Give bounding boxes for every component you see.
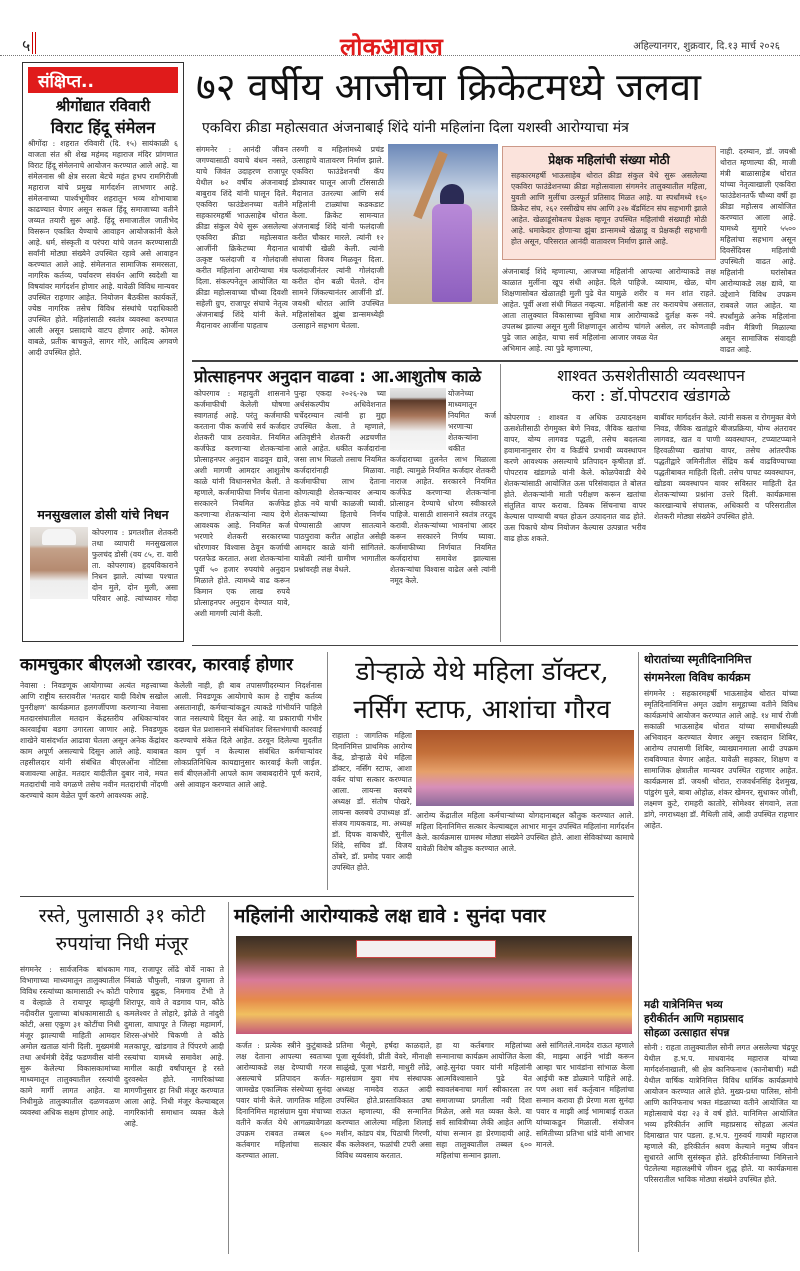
story2-body: कोपरगाव : प्रगतशील शेतकरी तथा व्यापारी मनसुखलाल फुलचंद डोसी (वय ८५, रा. वारी ता. कोपरगाव) हृदयविकाराने निधन झाले. त्यांच्या पश्चात दोन मुले, दोन मुली, असा परिवार आहे. त्यांच्यावर गोदा <box>92 528 178 603</box>
pawar-col1: कर्जत : प्रत्येक स्त्रीने कुटुंबाकडे लक्ष देताना आपल्या स्वतःच्या आरोग्याकडे लक्ष देण्याची गरज असल्याचे प्रतिपादन कर्जत-जामखेड एकात्मिक संस्थेच्या सुनंदा पवार यांनी केले. जागतिक महिला दिनानिमित्त महासंग्राम युवा मंचाच्या वतीने कर्जत येथे आगळ्यावेगळा उपक्रम राबवत तब्बल ६०० कर्तबगार महिलांचा सत्कार करण्यात आला. <box>236 1041 332 1160</box>
madhi-headline-line1: मढी यात्रेनिमित्त भव्य <box>644 999 723 1011</box>
donhale-headline-line2: नर्सिंग स्टाफ, आशांचा गौरव <box>353 695 611 725</box>
donhale-group-photo <box>416 730 634 806</box>
lead-subheadline: एकविरा क्रीडा महोत्सवात अंजनाबाई शिंदे यांनी महिलांना दिला यशस्वी आरोग्याचा मंत्र <box>202 120 629 136</box>
pawar-col2: प्रतिमा भैलूमे, हर्षदा काळदाते, पूजा सूर्यवंशी, प्रीती वेवरे, मीनाक्षी साळुंखे, पूजा भंडारी, माधुरी लोंढे, महासंग्राम युवा मंच संस्थापक अध्यक्ष नामदेव राऊत आदी उपस्थित होते.प्रास्ताविकात उषा राऊत म्हणाल्या, की सन्मानित करण्यात आलेल्या महिला शिलाई मशीन, कांडप यंत्र, पिठाची गिरणी, बँक कलेक्शन, फळांची टपरी असा विविध व्यवसाय करतात. <box>336 1041 432 1160</box>
donhale-headline-line1: डोऱ्हाळे येथे महिला डॉक्टर, <box>355 657 609 687</box>
infobox-title: प्रेक्षक महिलांची संख्या मोठी <box>548 153 670 167</box>
photo-float-spacer <box>390 388 448 452</box>
blo-col2: केलेली नाही, ही बाब तपासणीदरम्यान निदर्शनास आली. निवडणूक आयोगाचे काम हे राष्ट्रीय कर्तव्य असतानाही, कर्मचाऱ्यांकडून त्याकडे गांभीर्याने पाहिले जात नसल्याचे दिसून येत आहे. या प्रकाराची गंभीर दखल घेत प्रशासनाने संबंधितांवर शिस्तभंगाची कारवाई करण्याचे संकेत दिले आहेत. ठरवून दिलेल्या मुदतीत काम पूर्ण न केल्यास संबंधित कर्मचाऱ्यांवर लोकप्रतिनिधित्व कायद्यानुसार कारवाई केली जाईल. सर्व बीएलओंनी आपले काम जबाबदारीने पूर्ण करावे, असे आवाहन करण्यात आले आहे. <box>174 681 322 789</box>
madhi-headline-line3: सोहळा उत्साहात संपन्न <box>644 1027 730 1039</box>
obituary-photo <box>30 527 88 599</box>
blo-col1: नेवासा : निवडणूक आयोगाच्या अत्यंत महत्त्वाच्या आणि राष्ट्रीय स्तरावरील 'मतदार यादी विशेष सखोल पुनरीक्षण' कार्यक्रमात हलगर्जीपणा करणाऱ्या नेवासा मतदारसंघातील मतदान केंद्रस्तरीय अधिकाऱ्यांवर कारवाईचा बडगा उगारला जाणार आहे. निवडणूक शाखेने यासंदर्भात आढावा घेतला असून अनेक केंद्रांवर काम अपूर्ण असल्याचे दिसून आले आहे. याबाबत तहसीलदार यांनी संबंधित बीएलओंना नोटिसा बजावल्या आहेत. मतदार यादीतील दुबार नावे, मयत मतदारांची नावे वगळणे तसेच नवीन मतदारांची नोंदणी करण्याचे काम वेळेत पूर्ण करणे आवश्यक आहे. <box>20 681 168 800</box>
section-rule <box>20 896 634 897</box>
lead-headline: ७२ वर्षीय आजीचा क्रिकेटमध्ये जलवा <box>196 65 702 109</box>
lead-photo-cricket-grandmother <box>388 144 498 304</box>
story2-headline: मनसुखलाल डोसी यांचे निधन <box>37 507 169 522</box>
newspaper-logo: लोकआवाज <box>340 32 443 61</box>
thorat-headline-line2: संगमनेरला विविध कार्यक्रम <box>644 671 751 684</box>
cap-shape <box>42 529 76 545</box>
kale-col1: कोपरगाव : महायुती शासनाने कर्जमाफीची केलेली घोषणा स्वागतार्ह आहे. परंतु कर्जमाफी करताना पीक कर्जाचे सर्व कर्जदार शेतकरी पात्र ठरवावेत. नियमित कर्जफेड करणाऱ्या शेतकऱ्यांना प्रोत्साहनपर अनुदान वाढवून द्यावे, अशी मागणी आमदार आशुतोष काळे यांनी विधानसभेत केली. ते म्हणाले, कर्जमाफीचा निर्णय घेताना सरकारने नियमित कर्जफेड करणाऱ्या शेतकऱ्यांना न्याय देणे आवश्यक आहे. नियमित कर्ज भरणारे शेतकरी सरकारच्या धोरणावर विश्वास ठेवून कर्जाची परतफेड करतात. अशा शेतकऱ्यांना पूर्वी ५० हजार रुपयांचे अनुदान मिळाले होते. त्यामध्ये वाढ करून किमान एक लाख रुपये प्रोत्साहनपर अनुदान देण्यात यावे, अशी मागणी त्यांनी केली. <box>194 389 290 618</box>
lead-col2: तरुणी व महिलांमध्ये प्रचंड उत्साहाचे वातावरण निर्माण झाले. एकविरा फाउंडेशनची कॅप डोक्यावर घालून आजी टॉससाठी मैदानात उतरल्या आणि सर्व महिलांनी टाळ्यांचा कडकडाट केला. क्रिकेट सामन्यात अंजनाबाई शिंदे यांनी फलंदाजी करीत चौकार मारले. त्यांनी १२ धावांची खेळी केली. त्यांनी संघाला विजय मिळवून दिला. फलंदाजीनंतर त्यांनी गोलंदाजी करीत दोन बळी घेतले. दोन सामने जिंकल्यानंतर आजींनी डॉ. जयश्री थोरात आणि उपस्थित महिलांसोबत झुंबा डान्समध्येही उत्साहाने सहभाग घेतला. <box>292 145 384 330</box>
blo-headline: कामचुकार बीएलओ रडारवर, कारवाई होणार <box>20 655 293 675</box>
pawar-col3: हा या कर्तबगार महिलांच्या सन्मानाचा कार्यक्रम आयोजित केला आहे.सुनंदा पवार यांनी महिलांनी आत्मविश्वासाने पुढे येत स्वावलंबनाचा मार्ग स्वीकारला तर समाजाच्या प्रगतीला नवी दिशा मिळेल, असे मत व्यक्त केले. या सर्व सावित्रीच्या लेकी आहेत आणि यांचा सन्मान हा प्रेरणादायी आहे. सहा तालुक्यातील तब्बल ६०० महिलांचा सन्मान झाला. <box>436 1041 532 1160</box>
pawar-group-photo <box>236 936 632 1034</box>
masthead <box>0 30 800 61</box>
column-divider <box>638 652 639 1252</box>
roads-headline-line1: रस्ते, पुलासाठी ३१ कोटी <box>38 905 206 927</box>
story1-headline-line2: विराट हिंदू संमेलन <box>50 118 156 137</box>
kale-col3-wrap <box>390 388 496 642</box>
pawar-col4: असे सांगितले.नामदेव राऊत म्हणाले की, माझ्या आईने भांडी करून आम्हा चार भावंडांना सांभाळ केला आईची कष्ट डोळ्याने पाहिले आहे. पण अशा सर्व कर्तृत्वान महिलांचा सन्मान करावा ही प्रेरणा मला सुनंदा पवार व माझी आई भामाबाई राऊत यांच्याकडून मिळाली. संयोजन समितीच्या प्रतिभा धांडे यांनी आभार मानले. <box>536 1041 634 1149</box>
roads-headline-line2: रुपयांचा निधी मंजूर <box>55 933 189 955</box>
cap-shape <box>440 184 464 206</box>
story2-body-wrap <box>92 527 178 603</box>
thorat-body: संगमनेर : सहकारमहर्षी भाऊसाहेब थोरात यांच्या स्मृतिदिनानिमित्त अमृत उद्योग समूहाच्या वतीने विविध कार्यक्रमांचे आयोजन करण्यात आले आहे. १४ मार्च रोजी सकाळी भाऊसाहेब थोरात यांच्या समाधीस्थळी अभिवादन करण्यात येणार असून रक्तदान शिबिर, आरोग्य तपासणी शिबिर, व्याख्यानमाला आदी उपक्रम राबविण्यात येणार आहेत. यावेळी सहकार, शिक्षण व सामाजिक क्षेत्रातील मान्यवर उपस्थित राहणार आहेत. कार्यक्रमास डॉ. जयश्री थोरात, राजवर्धनसिंह देशमुख, पांडुरंग घुले, बाबा ओहोळ, शंकर खेमनर, सुधाकर जोशी, लक्ष्मण कुटे, रामहरी कातोरे, सोमेश्वर संगवाने, लता डांगे, नगराध्यक्षा डॉ. मैथिली तांबे, आदी उपस्थित राहणार आहेत. <box>644 689 798 830</box>
banner-shape <box>356 940 496 958</box>
pawar-headline: महिलांनी आरोग्याकडे लक्ष द्यावे : सुनंदा पवार <box>234 905 546 927</box>
lead-col4: महिलांनी आपल्या आरोग्याकडे लक्ष दिले पाहिजे. व्यायाम, खेळ, योग यामुळे शरीर व मन शांत राहते. महिलांनी कष्ट तर करायचेच असतात, मात्र आरोग्याकडे दुर्लक्ष करू नये. आरोग्य चांगले असेल, तर कोणताही आजार जवळ येत <box>610 267 716 342</box>
story2-body-continued <box>28 604 178 638</box>
lead-col3: अंजनाबाई शिंदे म्हणाल्या, आजच्या काळात मुलींना खूप संधी आहेत. शिक्षणासोबत खेळातही मुली पुढे येत आहेत. पूर्वी अशा संधी मिळत नव्हत्या. आता तालुक्यात विकासाच्या सुविधा उपलब्ध झाल्या असून मुली शिक्षणातून पुढे जात आहेत, याचा सर्व महिलांना अभिमान आहे. त्या पुढे म्हणाल्या, <box>502 267 606 353</box>
madhi-body: सोनी : राहता तालुक्यातील सोनी लगत असलेल्या चंद्रपूर येथील ह.भ.प. माधवानंद महाराज यांच्या मार्गदर्शनाखाली, श्री क्षेत्र कानिफनाथ (कानोबाची) मढी येथील वार्षिक यात्रेनिमित्त विविध धार्मिक कार्यक्रमांचे आयोजन करण्यात आले होते. मुख्य-प्रथा पालिस, सोनी आणि कानिफनाथ भक्त मंडळाच्या वतीने आयोजित या महोत्सवाचे यंदा २३ वे वर्ष होते. यानिमित्त आयोजित भव्य हरिकीर्तन आणि महाप्रसाद सोहळा अत्यंत दिमाखात पार पडला. ह.भ.प. गुरुवर्य गायत्री महाराज म्हणाले की, हरिकीर्तन श्रवण केल्याने मनुष्य जीवन सुधारते आणि सुसंस्कृत होते. हरिकीर्तनाच्या निमित्ताने पेटलेल्या महालक्ष्मीचे जीवन शुद्ध होते. या कार्यक्रमास परिसरातील भाविक मोठ्या संख्येने उपस्थित होते. <box>644 1043 798 1184</box>
kale-col3: योजनेच्या माध्यमातून नियमित कर्ज भरणाऱ्या शेतकऱ्यांना थकीत कर्जदाराच्या तुलनेत लाभ मिळाला नाही. त्यामुळे नियमित कर्जदार शेतकरी नाराज आहेत. सरकारने नियमित कर्जफेड करणाऱ्या शेतकऱ्यांना प्रोत्साहन देण्याचे धोरण स्वीकारले पाहिजे. यासाठी शासनाने स्वतंत्र तरतूद करावी. शेतकऱ्यांच्या भावनांचा आदर करून सरकारने निर्णय घ्यावा. कर्जमाफीच्या निर्णयात नियमित कर्जदारांचा समावेश झाल्यास शेतकऱ्यांचा विश्वास वाढेल असे त्यांनी नमूद केले. <box>390 389 496 585</box>
madhi-headline-line2: हरीकीर्तन आणि महाप्रसाद <box>644 1013 744 1025</box>
section-rule <box>192 645 798 646</box>
roads-col2: गाव, राजापूर लोंढे वोर्वे नाका ते निंबाळे चौफुली, नान्नज दुमाला ते पारेगाव बुद्रुक, निमगाव टेंभी ते शिरापूर, वावे ते वडगाव पान, कौठे कमलेश्वर ते लोहारे, झोळे ते नांदुरी दुमाला, वाघापूर ते जिल्हा महामार्ग, शिरस-अंभोरे चिकणी ते कौठे मलकापूर, खांडगाव ते पिंपरणे आदी रस्त्यांचा यामध्ये समावेश आहे. मागील काही वर्षांपासून हे रस्ते दुरवस्थेत होते. नागरिकांच्या मागणीनुसार हा निधी मंजूर करण्यात आला आहे. निधी मंजूर केल्याबद्दल नागरिकांनी समाधान व्यक्त केले आहे. <box>124 965 224 1128</box>
khandagale-headline-line2: करा : डॉ.पोपटराव खंडागळे <box>571 386 731 405</box>
donhale-col1: राहाता : जागतिक महिला दिनानिमित्त प्राथमिक आरोग्य केंद्र, डोऱ्हाळे येथे महिला डॉक्टर, नर्सिंग स्टाफ, आशा वर्कर यांचा सत्कार करण्यात आला. लायन्स क्लबचे अध्यक्ष डॉ. संतोष पोखरे, लायन्स क्लबचे उपाध्यक्ष डॉ. संजय गायकवाड, मा. अध्यक्ष डॉ. दिपक वाकचौरे, सुनील शिंदे, सचिव डॉ. विजय ठोंबरे, डॉ. प्रमोद पवार आदी उपस्थित होते. <box>332 731 412 872</box>
column-divider <box>327 652 328 890</box>
sankship-label: संक्षिप्त.. <box>38 72 94 92</box>
roads-col1: संगमनेर : सार्वजनिक बांधकाम विभागाच्या माध्यमातून तालुक्यातील विविध रस्त्यांच्या कामासाठी २५ कोटी व वेल्हाळे ते रायापूर म्हाळुंगी नदीवरील पुलाच्या बांधकामासाठी ६ कोटी, असा एकूण ३१ कोटींचा निधी मंजूर झाल्याची माहिती आमदार अमोल खताळ यांनी दिली. मुख्यमंत्री तथा अर्थमंत्री देवेंद्र फडणवीस यांनी सुरू केलेल्या विकासकामांच्या माध्यमातून तालुक्यातील रस्त्यांची कामे मार्गी लागत आहेत. या निधीमुळे तालुक्यातील दळणवळण व्यवस्था अधिक सक्षम होणार आहे. <box>20 965 120 1117</box>
section-rule <box>192 360 798 362</box>
page-number: ५ <box>22 36 31 55</box>
kale-col2: पुन्हा एकदा २०२६-२७ च्या अर्थसंकल्पीय अधिवेशनात चर्चेदरम्यान त्यांनी हा मुद्दा उपस्थित केला. ते म्हणाले, अतिवृष्टीने शेतकरी अडचणीत आले आहेत. धकीत कर्जदारांना जसा लाभ मिळतो तसाच नियमित कर्जदारांनाही मिळावा. कर्जमाफीचा लाभ देताना कोणत्याही शेतकऱ्यावर अन्याय होऊ नये याची काळजी घ्यावी. शेतकऱ्यांच्या हिताचे निर्णय घेण्यासाठी आपण सातत्याने पाठपुरावा करीत आहोत असेही आमदार काळे यांनी सांगितले. यावेळी त्यांनी ग्रामीण भागातील प्रश्नांवरही लक्ष वेधले. <box>294 389 386 574</box>
lead-col5: नाही. दरम्यान, डॉ. जयश्री थोरात म्हणाल्या की, माजी मंत्री बाळासाहेब थोरात यांच्या नेतृत्वाखाली एकविरा फाउंडेशनतर्फे चौथ्या वर्षी हा क्रीडा महोत्सव आयोजित करण्यात आला आहे. यामध्ये सुमारे ५५०० महिलांचा सहभाग असून दिवसेंदिवस महिलांची उपस्थिती वाढत आहे. महिलांनी घरांसोबत आरोग्याकडे लक्ष द्यावे, या उद्देशाने विविध उपक्रम राबवले जात आहेत. या स्पर्धांमुळे अनेक महिलांना नवीन मैत्रिणी मिळाल्या असून सामाजिक संवादही वाढत आहे. <box>720 147 796 354</box>
page-number-divider <box>32 32 36 54</box>
khandagale-headline-line1: शाश्वत ऊसशेतीसाठी व्यवस्थापन <box>557 366 745 385</box>
lead-infobox <box>502 146 716 260</box>
khandagale-col2: बाबींवर मार्गदर्शन केले. त्यांनी सकस व रोगमुक्त बेणे निवड, जैविक खतांद्वारे बीजप्रक्रिया, योग्य अंतरावर लागवड, खत व पाणी व्यवस्थापन, टप्प्याटप्प्याने हिरवळीच्या खतांचा वापर, तसेच आंतरपीक पद्धतीद्वारे जमिनीतील सेंद्रिय कर्ब वाढविण्याच्या पद्धतीबाबत माहिती दिली. तसेच पाचट व्यवस्थापन, खोडवा व्यवस्थापन यावर सविस्तर माहिती देत शेतकऱ्यांच्या प्रश्नांना उत्तरे दिली. कार्यक्रमास कारखान्याचे संचालक, अधिकारी व परिसरातील शेतकरी मोठ्या संख्येने उपस्थित होते. <box>654 413 796 521</box>
infobox-body: सहकारमहर्षी भाऊसाहेब थोरात क्रीडा संकुल येथे सुरू असलेल्या एकविरा फाउंडेशनच्या क्रीडा महोत्सवाला संगमनेर तालुक्यातील महिला, युवती आणि मुलींचा उत्स्फूर्त प्रतिसाद मिळत आहे. या स्पर्धांमध्ये १६० क्रिकेट संघ, २६२ रस्सीखेच संघ आणि ३२७ बॅडमिंटन संघ सहभागी झाले आहेत. खेळाडूंसोबतच प्रेक्षक म्हणून उपस्थित महिलांची संख्याही मोठी आहे. धमाकेदार होणाऱ्या झुंबा डान्समध्ये खेळाडू व प्रेक्षकही सहभागी होत असून, परिसरात आनंदी वातावरण निर्माण झाले आहे. <box>511 171 707 246</box>
column-divider <box>228 902 229 1254</box>
lead-col1: संगमनेर : आनंदी जीवन जगण्यासाठी वयाचे बंधन नसते, याचे जिवंत उदाहरण राजापूर येथील ७२ वर्षीय अंजनाबाई बाबुराव शिंदे यांनी घालून दिले. एकविरा फाउंडेशनच्या वतीने सहकारमहर्षी भाऊसाहेब थोरात क्रीडा संकुल येथे सुरू असलेल्या एकविरा क्रीडा महोत्सवात आजींनी क्रिकेटच्या मैदानात उत्कृष्ट फलंदाजी व गोलंदाजी करीत महिलांना आरोग्याचा मंत्र दिला. संकल्पनेतून आयोजित या क्रीडा महोत्सवाच्या चौथ्या दिवशी सहेली ग्रुप, राजापूर संघाचे नेतृत्व अंजनाबाई शिंदे यांनी केले. मैदानावर आजींना पाहताच <box>196 145 288 330</box>
khandagale-col1: कोपरगाव : शाश्वत व अधिक उत्पादनक्षम ऊसशेतीसाठी रोगमुक्त बेणे निवड, जैविक खतांचा वापर, योग्य लागवड पद्धती, तसेच बदलत्या हवामानानुसार रोग व किडींचे प्रभावी व्यवस्थापन करणे आवश्यक असल्याचे प्रतिपादन कृषीतज्ञ डॉ. पोपटराव खंडागळे यांनी केले. कोळपेवाडी येथे शेतकऱ्यांसाठी आयोजित ऊस परिसंवादात ते बोलत होते. शेतकऱ्यांनी माती परीक्षण करून खतांचा संतुलित वापर करावा. ठिबक सिंचनाचा वापर केल्यास पाण्याची बचत होऊन उत्पादनात वाढ होते. ऊस पिकाचे योग्य नियोजन केल्यास उत्पन्नात भरीव वाढ होऊ शकते. <box>504 413 646 543</box>
thorat-headline-line1: थोरातांच्या स्मृतीदिनानिमित्त <box>644 653 752 666</box>
dateline: अहिल्यानगर, शुक्रवार, दि.१३ मार्च २०२६ <box>633 41 780 52</box>
kale-headline: प्रोत्साहनपर अनुदान वाढवा : आ.आशुतोष काळे <box>194 367 482 386</box>
story1-headline-line1: श्रीगोंद्यात रविवारी <box>55 97 151 115</box>
column-divider <box>500 364 501 642</box>
story1-body: श्रीगोंदा : शहरात रविवारी (दि. १५) सायंकाळी ६ वाजता संत श्री शेख महंमद महाराज मंदिर प्रांगणात विराट हिंदू संमेलनाचे आयोजन करण्यात आले आहे. या संमेलनास श्री क्षेत्र सरला बेटचे महंत हभप रामगिरीजी महाराज यांचे प्रमुख मार्गदर्शन लाभणार आहे. संमेलनाच्या पार्श्वभूमीवर शहरातून भव्य शोभायात्रा काढण्यात येणार असून सकल हिंदू समाजाच्या वतीने जय्यत तयारी सुरू आहे. हिंदू समाजातील जातीभेद विसरून एकत्रित येण्याचे आवाहन आयोजकांनी केले आहे. धर्म, संस्कृती व परंपरा यांचे जतन करण्यासाठी सर्वांनी मोठ्या संख्येने उपस्थित रहावे असे आवाहन करण्यात आले आहे. संमेलनात सामाजिक समरसता, नागरिक कर्तव्य, पर्यावरण संवर्धन आणि स्वदेशी या विषयांवर मार्गदर्शन होणार आहे. यावेळी विविध मान्यवर उपस्थित राहणार आहेत. नियोजन बैठकीस कार्यकर्ते, ज्येष्ठ नागरिक तसेच विविध संस्थांचे पदाधिकारी उपस्थित होते. महिलांसाठी स्वतंत्र व्यवस्था करण्यात आली असून प्रसादाचे वाटप होणार आहे. कोमल वाबळे, प्रतीक बाचकुते, सागर गोरे, आदित्य अगवणे आदी उपस्थित होते. <box>28 139 178 357</box>
sankship-band <box>28 67 178 93</box>
donhale-col2: आरोग्य केंद्रातील महिला कर्मचाऱ्यांच्या योगदानाबद्दल कौतुक करण्यात आले. महिला दिनानिमित्त सत्कार केल्याबद्दल आभार मानून उपस्थित महिलांना मार्गदर्शन केले. कार्यक्रमास ग्रामस्थ मोठ्या संख्येने उपस्थित होते. आशा सेविकांच्या कामाचे यावेळी विशेष कौतुक करण्यात आले. <box>416 811 634 853</box>
saree-shape <box>432 204 472 302</box>
